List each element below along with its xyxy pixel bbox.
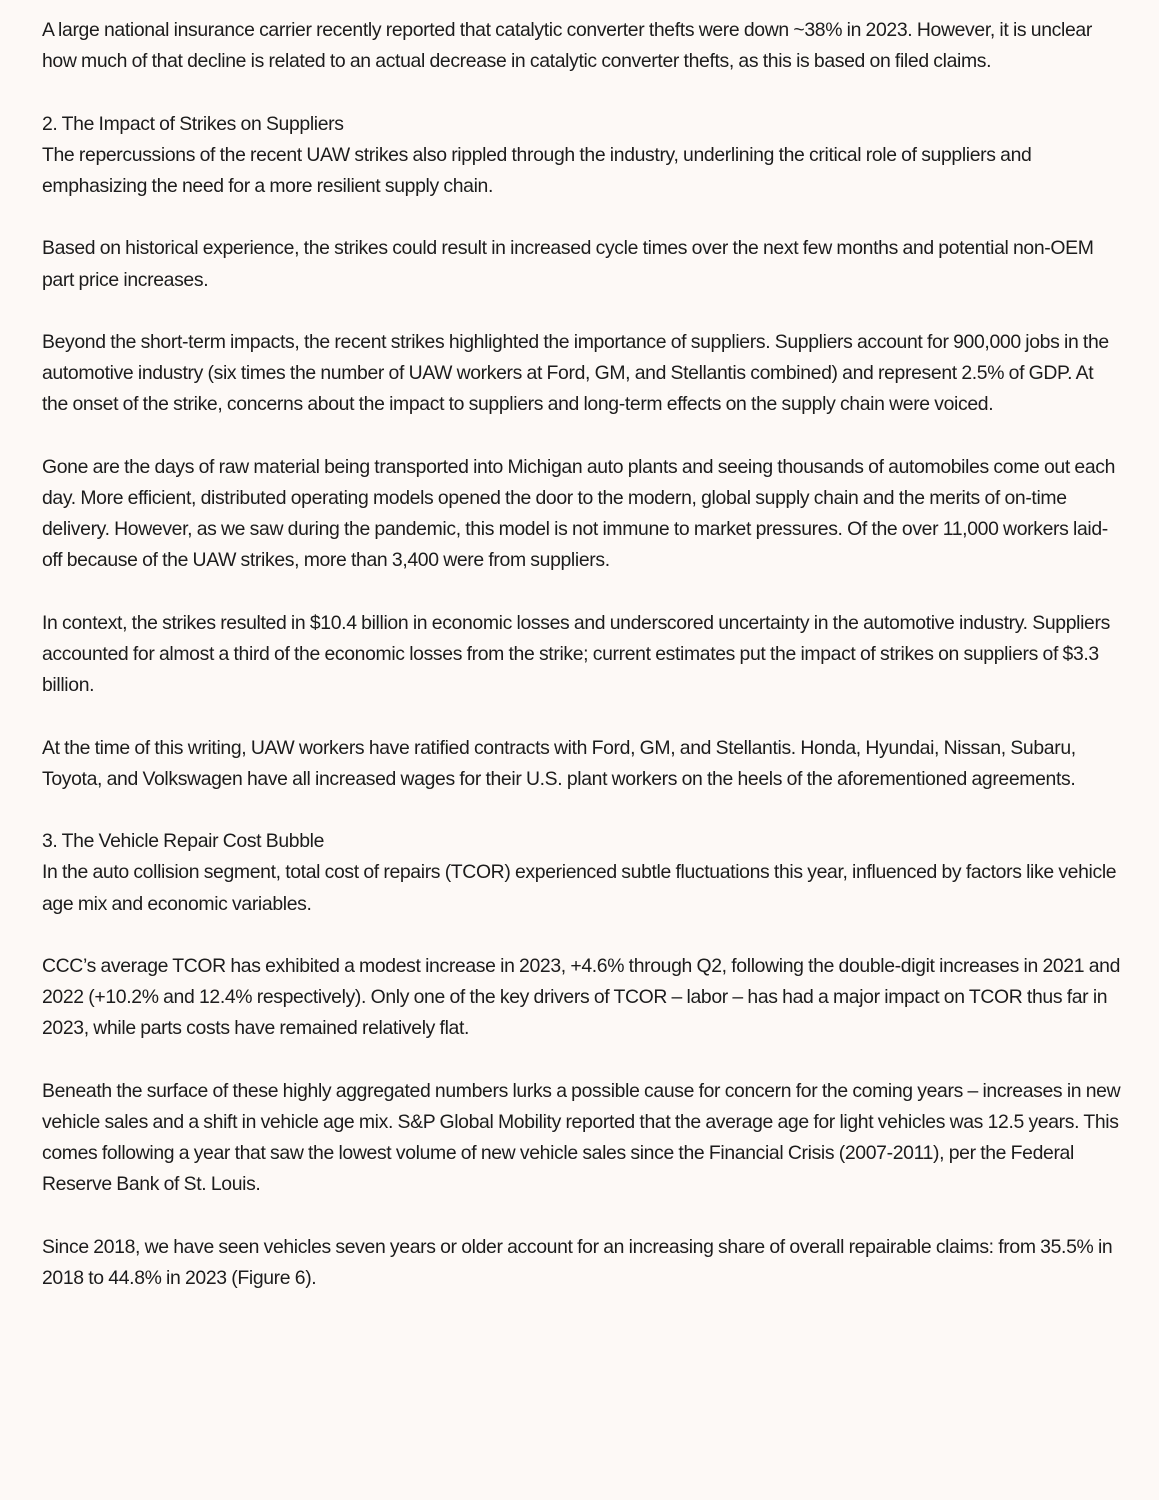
section-heading: 3. The Vehicle Repair Cost Bubble [42,830,325,853]
paragraph: In the auto collision segment, total cost of repairs (TCOR) experienced subtle fluctuations this year, influenced by factors like vehicle age mix and economic variables. [42,861,1117,915]
paragraph: Beneath the surface of these highly aggregated numbers lurks a possible cause for concern for the coming years – increases in new vehicle sales and a shift in vehicle age mix. S&P Global Mobility reported that the average age for light vehicles was 12.5 years. This comes following a year that saw the lowest volume of new vehicle sales since the Financial Crisis (2007-2011), per the Federal Reserve Bank of St. Louis. [42,1079,1121,1196]
section-strikes-suppliers [42,109,1122,795]
paragraph: Based on historical experience, the strikes could result in increased cycle times over the next few months and potential non-OEM part price increases. [42,237,1094,291]
paragraph: Beyond the short-term impacts, the recent strikes highlighted the importance of suppliers. Suppliers account for 900,000 jobs in the automotive industry (six times the number of UAW workers at Ford, GM, and Stellantis combined) and represent 2.5% of GDP. At the onset of the strike, concerns about the impact to suppliers and long-term effects on the supply chain were voiced. [42,330,1109,416]
section-heading: 2. The Impact of Strikes on Suppliers [42,112,344,135]
paragraph: Since 2018, we have seen vehicles seven years or older account for an increasing share of overall repairable claims: from 35.5% in 2018 to 44.8% in 2023 (Figure 6). [42,1235,1113,1289]
document-body [42,15,1122,1325]
paragraph: Gone are the days of raw material being transported into Michigan auto plants and seeing thousands of automobiles come out each day. More efficient, distributed operating models opened the door to the modern, global supply chain and the merits of on-time delivery. However, as we saw during the pandemic, this model is not immune to market pressures. Of the over 11,000 workers laid-off because of the UAW strikes, more than 3,400 were from suppliers. [42,455,1116,572]
paragraph: At the time of this writing, UAW workers have ratified contracts with Ford, GM, and Stellantis. Honda, Hyundai, Nissan, Subaru, Toyota, and Volkswagen have all increased wages for their U.S. plant workers on the heels of the aforementioned agreements. [42,736,1076,790]
paragraph: The repercussions of the recent UAW strikes also rippled through the industry, underlining the critical role of suppliers and emphasizing the need for a more resilient supply chain. [42,143,1032,197]
section-repair-cost-bubble [42,826,1122,1294]
paragraph: CCC’s average TCOR has exhibited a modest increase in 2023, +4.6% through Q2, following the double-digit increases in 2021 and 2022 (+10.2% and 12.4% respectively). Only one of the key drivers of TCOR – labor – has had a major impact on TCOR thus far in 2023, while parts costs have remained relatively flat. [42,954,1121,1040]
intro-paragraph: A large national insurance carrier recently reported that catalytic converter thefts were down ~38% in 2023. However, it is unclear how much of that decline is related to an actual decrease in catalytic converter thefts, as this is based on filed claims. [42,19,1092,73]
paragraph: In context, the strikes resulted in $10.4 billion in economic losses and underscored uncertainty in the automotive industry. Suppliers accounted for almost a third of the economic losses from the strike; current estimates put the impact of strikes on suppliers of $3.3 billion. [42,611,1110,697]
